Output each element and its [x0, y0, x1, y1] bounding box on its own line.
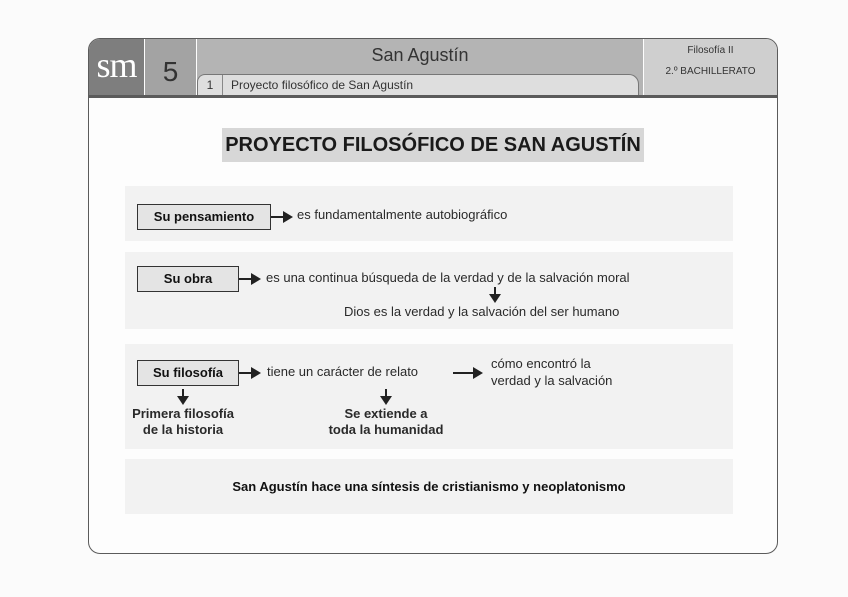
arrow-right-icon — [271, 210, 293, 224]
arrow-down-icon — [380, 389, 392, 405]
header — [89, 39, 777, 95]
section-number: 1 — [198, 75, 223, 96]
panel-filosofia — [125, 344, 733, 449]
panel-conclusion — [125, 459, 733, 514]
text-filosofia-result-2: verdad y la salvación — [491, 373, 613, 388]
arrow-right-icon — [239, 366, 261, 380]
text-obra-result: Dios es la verdad y la salvación del ser humano — [344, 304, 620, 319]
box-pensamiento: Su pensamiento — [137, 204, 271, 230]
text-humanidad-2: toda la humanidad — [328, 422, 444, 437]
text-filosofia: tiene un carácter de relato — [267, 364, 419, 379]
arrow-right-icon — [239, 272, 261, 286]
unit-title: San Agustín — [371, 45, 469, 65]
header-divider — [89, 95, 777, 98]
box-obra: Su obra — [137, 266, 239, 292]
subject: Filosofía II — [687, 45, 734, 56]
text-obra: es una continua búsqueda de la verdad y de la salvación moral — [266, 270, 630, 285]
text-filosofia-result-1: cómo encontró la — [491, 356, 591, 371]
arrow-right-icon — [453, 366, 483, 380]
panel-pensamiento — [125, 186, 733, 241]
text-pensamiento: es fundamentalmente autobiográfico — [297, 207, 508, 222]
course: 2.º BACHILLERATO — [665, 66, 756, 77]
box-filosofia: Su filosofía — [137, 360, 239, 386]
arrow-down-icon — [489, 287, 501, 303]
publisher-logo: sm — [89, 39, 144, 95]
arrow-down-icon — [177, 389, 189, 405]
section-title: Proyecto filosófico de San Agustín — [231, 78, 414, 92]
slide-title: PROYECTO FILOSÓFICO DE SAN AGUSTÍN — [222, 128, 644, 162]
unit-number: 5 — [145, 39, 196, 95]
course-info — [644, 39, 777, 95]
slide-frame — [88, 38, 778, 554]
panel-obra — [125, 252, 733, 329]
conclusion-text: San Agustín hace una síntesis de cristianismo y neoplatonismo — [232, 479, 626, 494]
text-primera-filosofia-1: Primera filosofía — [132, 406, 234, 421]
text-primera-filosofia-2: de la historia — [142, 422, 224, 437]
section-tab — [197, 74, 639, 96]
text-humanidad-1: Se extiende a — [344, 406, 428, 421]
